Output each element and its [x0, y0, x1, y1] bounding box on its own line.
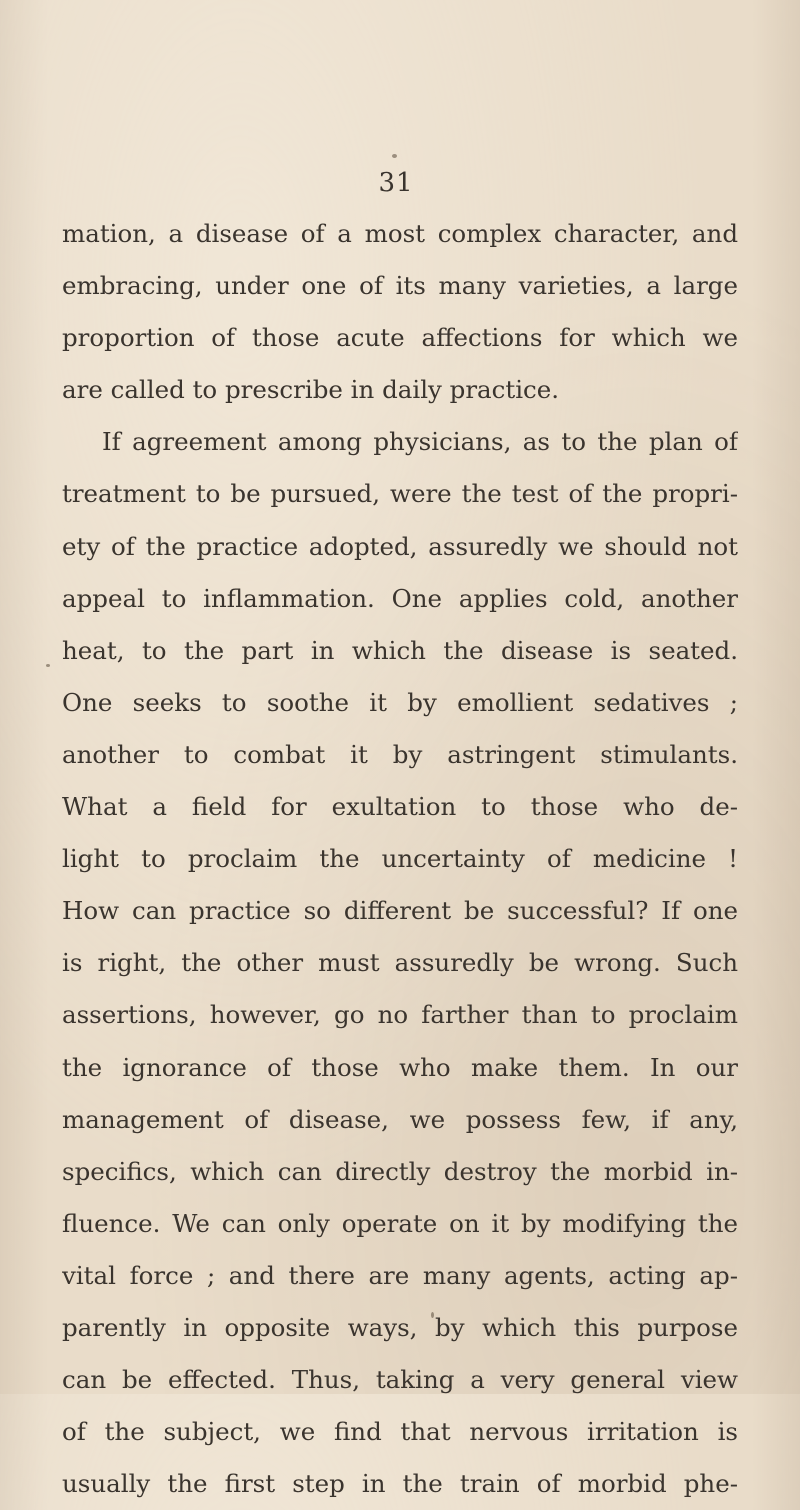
text-line: One seeks to soothe it by emollient sedatives ; [62, 687, 738, 717]
text-line: assertions, however, go no farther than to proclaim [62, 1000, 738, 1030]
text-line: appeal to inflammation. One applies cold, another [62, 583, 738, 613]
text-line: the ignorance of those who make them. In our [62, 1052, 738, 1082]
text-line: embracing, under one of its many varieties, a large [62, 271, 738, 301]
text-line: are called to prescribe in daily practice. [62, 375, 560, 405]
text-line: specifics, which can directly destroy the morbid in- [62, 1156, 738, 1186]
text-line: management of disease, we possess few, if any, [62, 1104, 738, 1134]
text-line: mation, a disease of a most complex character, and [62, 219, 738, 248]
body-text [62, 208, 738, 1510]
text-line: fluence. We can only operate on it by modifying the [62, 1208, 738, 1238]
text-line: light to proclaim the uncertainty of medicine ! [62, 844, 738, 874]
text-line: of the subject, we find that nervous irritation is [62, 1417, 738, 1447]
text-line: ety of the practice adopted, assuredly we should not [62, 531, 738, 561]
text-line: What a field for exultation to those who de- [62, 792, 738, 822]
text-line: How can practice so different be successful? If one [62, 896, 738, 926]
text-line: parently in opposite ways, by which this purpose [62, 1312, 738, 1342]
text-line: proportion of those acute affections for which we [62, 323, 738, 353]
text-line: can be effected. Thus, taking a very general view [62, 1365, 738, 1395]
page-number: 31 [378, 168, 414, 198]
text-line: another to combat it by astringent stimulants. [62, 739, 738, 769]
text-line: usually the first step in the train of morbid phe- [62, 1469, 738, 1499]
text-line: treatment to be pursued, were the test of the propri- [62, 479, 738, 509]
ink-speck [46, 664, 50, 667]
ink-speck [392, 154, 397, 158]
text-line: vital force ; and there are many agents, acting ap- [62, 1260, 738, 1290]
text-line: If agreement among physicians, as to the plan of [102, 427, 738, 457]
text-line: is right, the other must assuredly be wrong. Such [62, 948, 738, 978]
text-line: heat, to the part in which the disease is seated. [62, 635, 738, 665]
